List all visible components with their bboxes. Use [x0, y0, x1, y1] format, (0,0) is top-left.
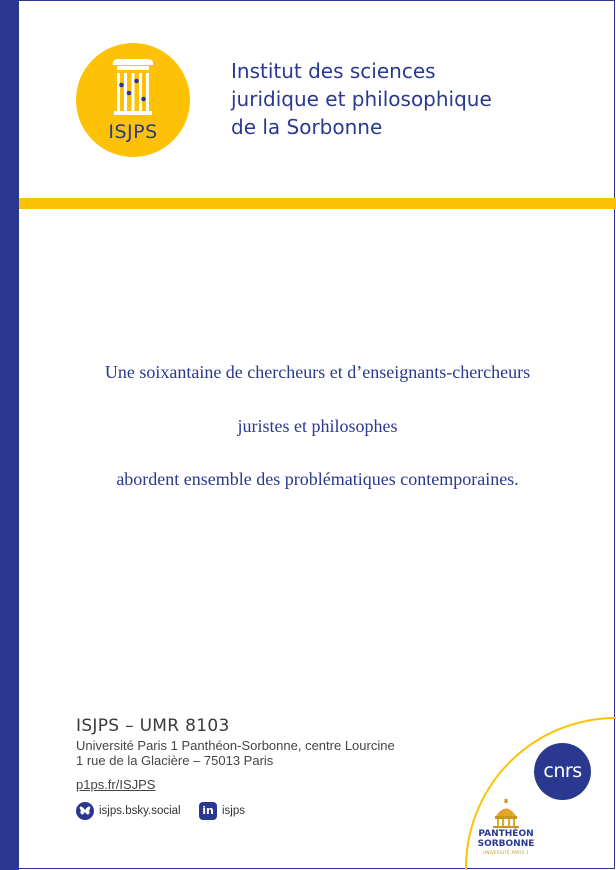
- institute-line-3: de la Sorbonne: [231, 115, 383, 139]
- pantheon-line-3: UNIVERSITÉ PARIS 1: [483, 850, 529, 855]
- pantheon-dome-icon: [473, 799, 539, 829]
- institute-line-1: Institut des sciences: [231, 59, 436, 83]
- header-divider: [19, 198, 616, 209]
- tagline-line-1: Une soixantaine de chercheurs et d’enseignants-chercheurs: [104, 362, 531, 382]
- logo-wordmark: ISJPS: [108, 121, 158, 143]
- bluesky-butterfly-icon: [76, 802, 94, 820]
- tagline-line-2: juristes et philosophes: [237, 416, 398, 436]
- left-accent-bar: [0, 0, 19, 870]
- linkedin-link[interactable]: [199, 801, 245, 821]
- isjps-logo: [76, 43, 190, 157]
- website-link[interactable]: p1ps.fr/ISJPS: [76, 777, 156, 792]
- tagline-line-3: abordent ensemble des problématiques contemporaines.: [116, 469, 519, 489]
- pantheon-sorbonne-logo: [473, 799, 539, 859]
- address-line-1: Université Paris 1 Panthéon-Sorbonne, centre Lourcine: [76, 738, 395, 753]
- pantheon-line-1: PANTHÉON: [478, 829, 534, 839]
- bluesky-handle: isjps.bsky.social: [99, 805, 181, 817]
- institute-line-2: juridique et philosophique: [231, 87, 492, 111]
- address-line-2: 1 rue de la Glacière – 75013 Paris: [76, 753, 274, 768]
- linkedin-icon: in: [199, 802, 217, 820]
- pantheon-line-2: SORBONNE: [477, 839, 535, 849]
- cnrs-logo: cnrs: [534, 743, 591, 800]
- linkedin-handle: isjps: [222, 805, 246, 817]
- institute-name: [231, 57, 571, 141]
- bluesky-link[interactable]: [76, 801, 181, 821]
- footer-title: ISJPS – UMR 8103: [76, 716, 230, 736]
